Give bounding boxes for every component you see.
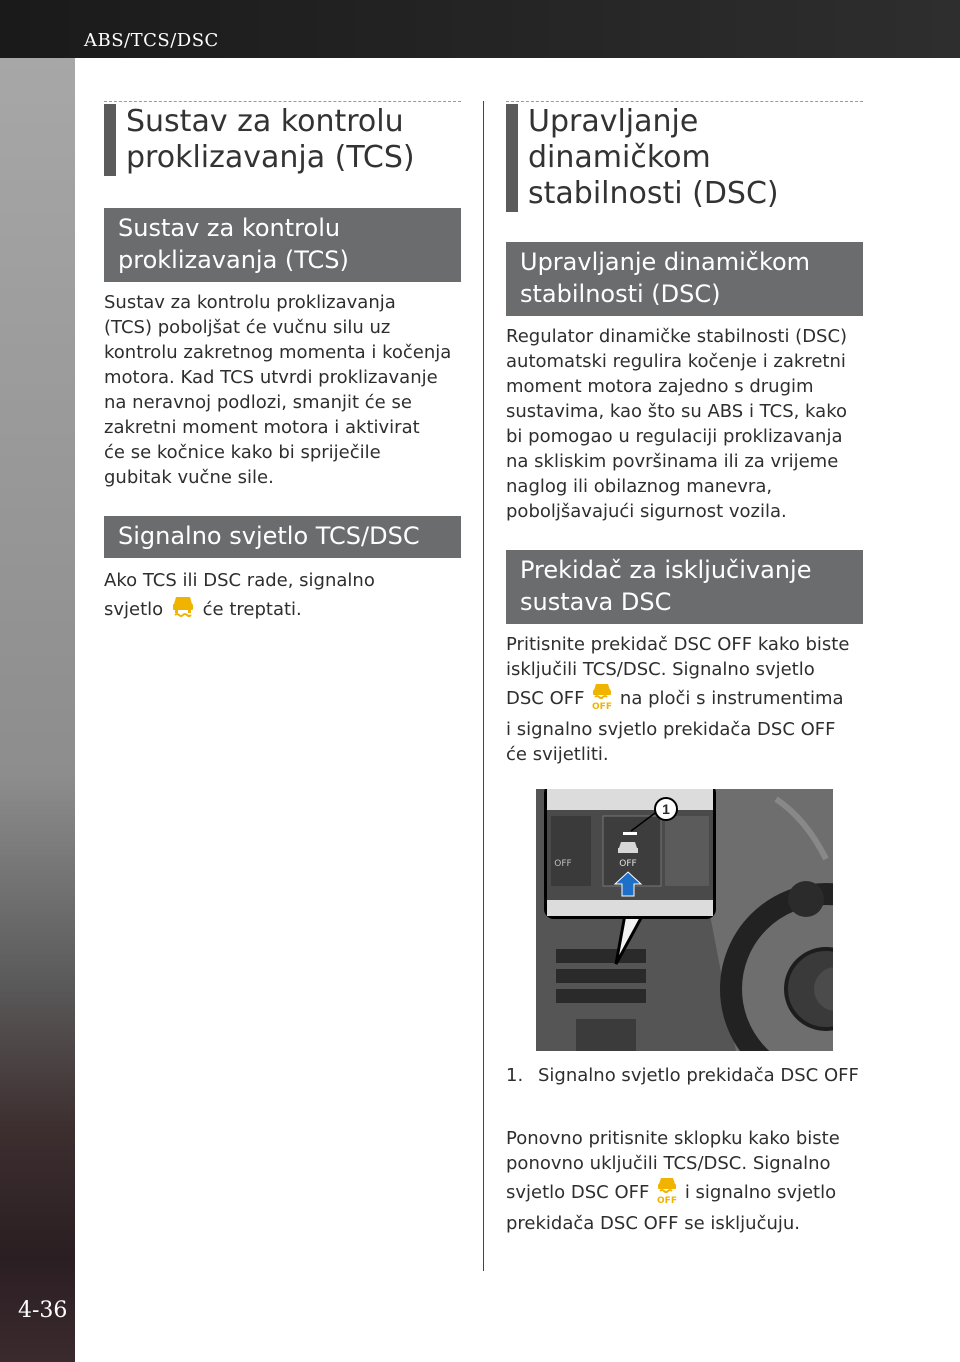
paragraph-line: bi pomogao u regulaciji proklizavanja (506, 426, 843, 447)
dsc-switch-illustration (536, 789, 833, 1051)
switch-closeup-callout (544, 789, 716, 919)
text-fragment: na ploči s instrumentima (619, 688, 844, 709)
subsection-title-text: Sustav za kontrolu proklizavanja (TCS) (118, 214, 349, 274)
subsection-title-text: Prekidač za isključivanje (520, 556, 812, 584)
paragraph-line: ponovno uključili TCS/DSC. Signalno (506, 1153, 831, 1174)
header-bar (0, 0, 960, 58)
paragraph-line: isključili TCS/DSC. Signalno svjetlo (506, 659, 815, 680)
paragraph-line: zakretni moment motora i aktivirat (104, 417, 420, 438)
paragraph-line: Regulator dinamičke stabilnosti (DSC) (506, 326, 848, 347)
paragraph-line: će se kočnice kako bi spriječile (104, 442, 381, 463)
adjacent-switch-label: OFF (554, 859, 572, 869)
subsection-title-text: Signalno svjetlo TCS/DSC (118, 522, 420, 550)
paragraph-line: sustavima, kao što su ABS i TCS, kako (506, 401, 847, 422)
paragraph-line: naglog ili obilaznog manevra, (506, 476, 773, 497)
subsection-title-text: sustava DSC (520, 588, 672, 616)
section-title-tcs (104, 104, 461, 176)
left-column (104, 100, 461, 628)
svg-text:OFF: OFF (657, 1196, 678, 1204)
svg-text:OFF: OFF (592, 702, 613, 710)
section-title-line: dinamičkom (528, 140, 711, 175)
chapter-title: ABS/TCS/DSC (84, 30, 219, 51)
paragraph-line: Pritisnite prekidač DSC OFF kako biste (506, 634, 850, 655)
section-title-line: Sustav za kontrolu proklizavanja (TCS) (126, 104, 415, 175)
caption-text: Signalno svjetlo prekidača DSC OFF (538, 1065, 859, 1086)
section-title-dsc (506, 104, 863, 212)
paragraph-line: moment motora zajedno s drugim (506, 376, 814, 397)
page-number: 4-36 (18, 1298, 68, 1323)
subsection-title-dsc-off (506, 550, 863, 624)
subsection-title-dsc (506, 242, 863, 316)
paragraph-line: i signalno svjetlo prekidača DSC OFF (506, 719, 836, 740)
paragraph-line: na skliskim površinama ili za vrijeme (506, 451, 839, 472)
paragraph-line (506, 1176, 863, 1211)
paragraph-line: Ako TCS ili DSC rade, signalno (104, 570, 375, 591)
paragraph-line: Sustav za kontrolu proklizavanja (104, 292, 396, 313)
paragraph-line: prekidača DSC OFF se isključuju. (506, 1213, 801, 1234)
text-fragment: svjetlo DSC OFF (506, 1182, 650, 1203)
dsc-description (506, 324, 863, 524)
paragraph-line (506, 682, 863, 717)
figure-caption (506, 1063, 863, 1088)
paragraph-line: motora. Kad TCS utvrdi proklizavanje (104, 367, 438, 388)
switch-label: OFF (619, 859, 637, 869)
column-separator (483, 101, 484, 1271)
paragraph-line: će svijetliti. (506, 744, 609, 765)
paragraph-line: (TCS) poboljšat će vučnu silu uz (104, 317, 391, 338)
indicator-description (104, 568, 461, 628)
dsc-off-indicator-icon (655, 1176, 679, 1211)
dsc-off-indicator-icon (590, 682, 614, 717)
tcs-dsc-indicator-icon (169, 593, 197, 628)
tcs-description (104, 290, 461, 490)
dsc-on-instructions (506, 1126, 863, 1236)
text-fragment: će treptati. (202, 599, 302, 620)
caption-number: 1. (506, 1065, 524, 1086)
paragraph-line: automatski regulira kočenje i zakretni (506, 351, 846, 372)
text-fragment: DSC OFF (506, 688, 585, 709)
subsection-title-text: Upravljanje dinamičkom (520, 248, 811, 276)
right-column (506, 100, 863, 1236)
side-strip (0, 58, 75, 1362)
paragraph-line: Ponovno pritisnite sklopku kako biste (506, 1128, 840, 1149)
paragraph-line: kontrolu zakretnog momenta i kočenja (104, 342, 452, 363)
paragraph-line (104, 593, 461, 628)
dsc-off-instructions (506, 632, 863, 767)
paragraph-line: gubitak vučne sile. (104, 467, 274, 488)
section-title-line: Upravljanje (528, 104, 699, 139)
callout-number-badge: 1 (654, 797, 678, 821)
subsection-title-tcs (104, 208, 461, 282)
subsection-title-indicator (104, 516, 461, 558)
text-fragment: i signalno svjetlo (684, 1182, 837, 1203)
paragraph-line: na neravnoj podlozi, smanjit će se (104, 392, 412, 413)
subsection-title-text: stabilnosti (DSC) (520, 280, 721, 308)
paragraph-line: poboljšavajući sigurnost vozila. (506, 501, 787, 522)
text-fragment: svjetlo (104, 599, 164, 620)
section-title-line: stabilnosti (DSC) (528, 176, 779, 211)
switch-closeup (547, 789, 713, 916)
